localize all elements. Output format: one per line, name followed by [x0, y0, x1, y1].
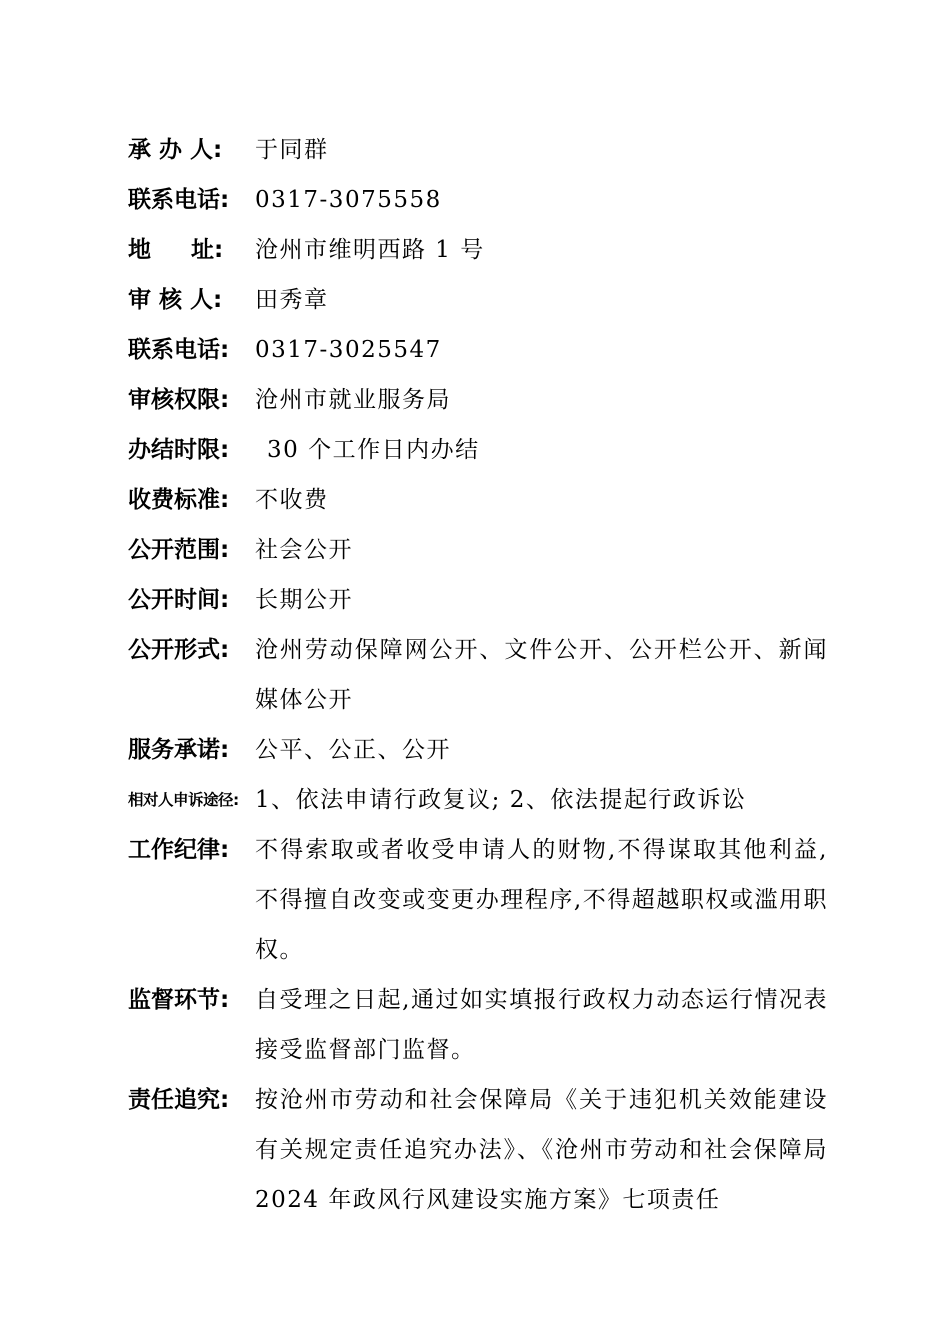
- field-accountability: [128, 1075, 828, 1225]
- field-phone-1: [128, 175, 828, 225]
- field-label: 审 核 人:: [128, 287, 223, 313]
- field-value: 按沧州市劳动和社会保障局《关于违犯机关效能建设有关规定责任追究办法》、《沧州市劳动和社会保障局 2024 年政风行风建设实施方案》七项责任: [255, 1087, 828, 1213]
- field-value: 1、依法申请行政复议; 2、依法提起行政诉讼: [255, 787, 747, 813]
- field-label: 地 址:: [128, 237, 224, 263]
- field-label: 收费标准:: [128, 487, 230, 513]
- field-undertaker: [128, 125, 828, 175]
- field-disclosure-time: [128, 575, 828, 625]
- field-fee-standard: [128, 475, 828, 525]
- field-value: 公平、公正、公开: [255, 737, 451, 763]
- field-label: 审核权限:: [128, 387, 230, 413]
- field-value: 自受理之日起,通过如实填报行政权力动态运行情况表接受监督部门监督。: [255, 987, 828, 1063]
- field-label: 联系电话:: [128, 187, 230, 213]
- field-value: 0317-3075558: [255, 187, 442, 213]
- field-value: 于同群: [255, 137, 329, 163]
- field-address: [128, 225, 828, 275]
- field-value: 沧州劳动保障网公开、文件公开、公开栏公开、新闻媒体公开: [255, 637, 828, 713]
- field-label: 公开时间:: [128, 587, 230, 613]
- field-value: 0317-3025547: [255, 337, 442, 363]
- field-work-discipline: [128, 825, 828, 975]
- field-label: 责任追究:: [128, 1087, 230, 1113]
- field-label: 相对人申诉途径:: [128, 791, 239, 809]
- field-label: 工作纪律:: [128, 837, 230, 863]
- field-value: 沧州市就业服务局: [255, 387, 451, 413]
- field-value: 不得索取或者收受申请人的财物,不得谋取其他利益,不得擅自改变或变更办理程序,不得超越职权或滥用职权。: [255, 837, 828, 963]
- field-label: 公开范围:: [128, 537, 230, 563]
- field-value: 长期公开: [255, 587, 353, 613]
- field-label: 监督环节:: [128, 987, 230, 1013]
- field-disclosure-form: [128, 625, 828, 725]
- field-label: 承 办 人:: [128, 137, 223, 163]
- field-label: 办结时限:: [128, 437, 230, 463]
- field-disclosure-scope: [128, 525, 828, 575]
- field-value: 田秀章: [255, 287, 329, 313]
- field-label: 公开形式:: [128, 637, 230, 663]
- field-reviewer: [128, 275, 828, 325]
- field-time-limit: [128, 425, 828, 475]
- field-label: 服务承诺:: [128, 737, 230, 763]
- document-page: [128, 125, 828, 1225]
- field-supervision: [128, 975, 828, 1075]
- field-value: 社会公开: [255, 537, 353, 563]
- field-appeal-channel: [128, 775, 828, 825]
- field-value: 30 个工作日内办结: [267, 437, 480, 463]
- field-value: 沧州市维明西路 1 号: [255, 237, 485, 263]
- field-phone-2: [128, 325, 828, 375]
- field-value: 不收费: [255, 487, 329, 513]
- field-review-authority: [128, 375, 828, 425]
- field-label: 联系电话:: [128, 337, 230, 363]
- field-service-commitment: [128, 725, 828, 775]
